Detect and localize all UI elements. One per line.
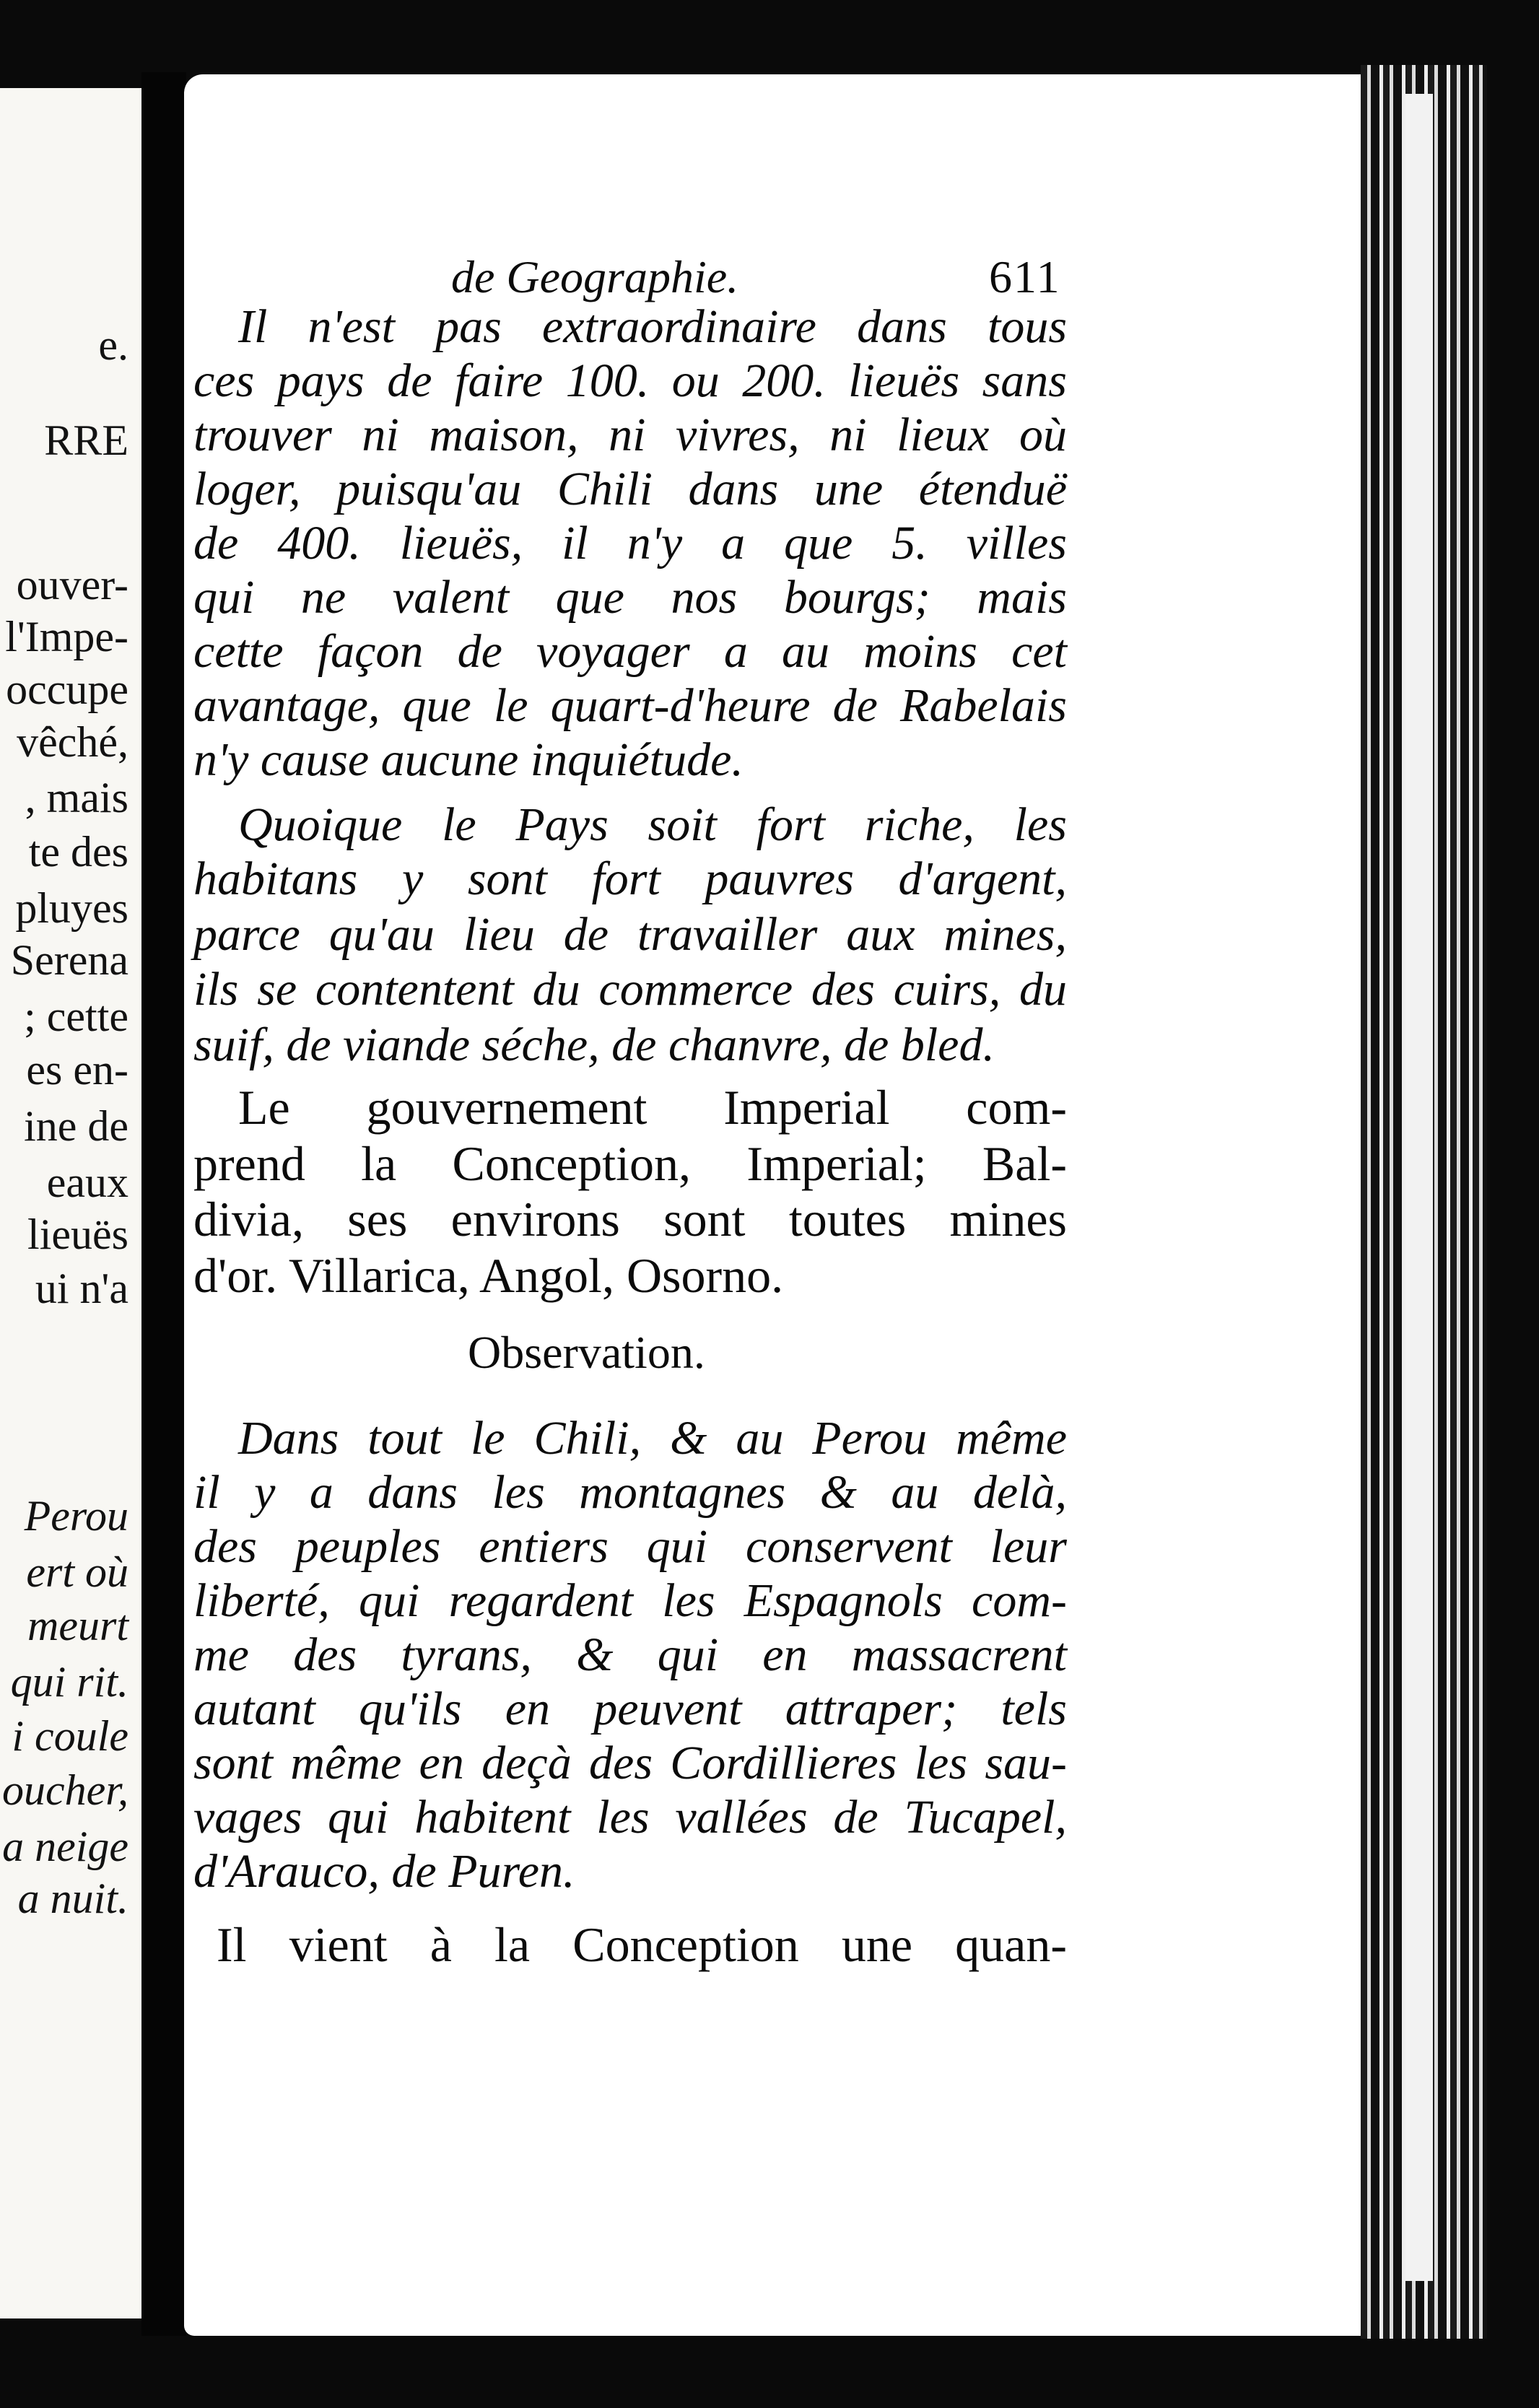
facing-page-line: e. xyxy=(98,321,128,369)
section-heading: Observation. xyxy=(468,1327,705,1378)
running-head: de Geographie. xyxy=(451,251,739,302)
facing-page-line: Perou xyxy=(24,1492,128,1540)
text-line: Il n'est pas extraordinaire dans tous xyxy=(238,300,1067,353)
facing-page-line: oucher, xyxy=(2,1766,128,1814)
text-line: n'y cause aucune inquiétude. xyxy=(193,733,744,786)
text-line: trouver ni maison, ni vivres, ni lieux où xyxy=(193,409,1067,461)
facing-page-line: te des xyxy=(28,828,128,876)
book-page xyxy=(184,74,1361,2336)
facing-page-line: ouver- xyxy=(16,561,128,608)
facing-page-line: vêché, xyxy=(17,718,128,766)
text-line: loger, puisqu'au Chili dans une étenduë xyxy=(193,463,1067,515)
text-line: autant qu'ils en peuvent attraper; tels xyxy=(193,1683,1067,1735)
text-line: d'or. Villarica, Angol, Osorno. xyxy=(193,1248,784,1303)
facing-page-line: meurt xyxy=(27,1602,128,1649)
facing-page-line: l'Impe- xyxy=(5,613,128,660)
facing-page xyxy=(0,88,141,2318)
text-line: d'Arauco, de Puren. xyxy=(193,1845,575,1898)
facing-page-line: ui n'a xyxy=(35,1265,128,1312)
facing-page-line: , mais xyxy=(25,774,128,821)
text-line: Il vient à la Conception une quan- xyxy=(217,1917,1067,1972)
facing-page-line: pluyes xyxy=(15,884,128,932)
facing-page-line: a nuit. xyxy=(17,1875,128,1922)
text-line: parce qu'au lieu de travailler aux mines, xyxy=(193,908,1067,961)
text-line: Quoique le Pays soit fort riche, les xyxy=(238,798,1067,851)
page-text xyxy=(184,74,1361,2336)
facing-page-line: ine de xyxy=(24,1102,128,1150)
page-edge-highlight xyxy=(1405,94,1433,2281)
text-line: Dans tout le Chili, & au Perou même xyxy=(238,1412,1067,1465)
facing-page-line: Serena xyxy=(10,936,128,984)
text-line: qui ne valent que nos bourgs; mais xyxy=(193,571,1067,624)
text-line: cette façon de voyager a au moins cet xyxy=(193,625,1067,678)
facing-page-line: occupe xyxy=(6,666,128,713)
text-line: vages qui habitent les vallées de Tucapel, xyxy=(193,1791,1067,1844)
facing-page-line: RRE xyxy=(44,416,128,464)
facing-page-line: a neige xyxy=(2,1823,128,1870)
page-number: 611 xyxy=(989,251,1061,302)
facing-page-line: ; cette xyxy=(24,993,128,1040)
facing-page-line: i coule xyxy=(12,1712,128,1760)
facing-page-line: eaux xyxy=(46,1159,128,1206)
text-line: me des tyrans, & qui en massacrent xyxy=(193,1628,1067,1681)
text-line: suif, de viande séche, de chanvre, de bled. xyxy=(193,1018,995,1071)
text-line: des peuples entiers qui conservent leur xyxy=(193,1520,1067,1573)
text-line: de 400. lieuës, il n'y a que 5. villes xyxy=(193,517,1067,570)
text-line: avantage, que le quart-d'heure de Rabelais xyxy=(193,679,1067,732)
facing-page-line: lieuës xyxy=(27,1210,128,1258)
text-line: liberté, qui regardent les Espagnols com- xyxy=(193,1574,1067,1627)
text-line: ils se contentent du commerce des cuirs, du xyxy=(193,963,1067,1016)
text-line: prend la Conception, Imperial; Bal- xyxy=(193,1136,1067,1191)
text-line: Le gouvernement Imperial com- xyxy=(238,1080,1067,1135)
book-gutter xyxy=(141,72,186,2336)
facing-page-line: es en- xyxy=(26,1046,128,1094)
facing-page-line: ert où xyxy=(26,1548,128,1596)
text-line: ces pays de faire 100. ou 200. lieuës sans xyxy=(193,354,1067,407)
text-line: sont même en deçà des Cordillieres les sau- xyxy=(193,1737,1067,1789)
facing-page-line: qui rit. xyxy=(10,1658,128,1706)
text-line: habitans y sont fort pauvres d'argent, xyxy=(193,852,1067,905)
page-edges xyxy=(1361,65,1487,2339)
text-line: il y a dans les montagnes & au delà, xyxy=(193,1466,1067,1519)
text-line: divia, ses environs sont toutes mines xyxy=(193,1192,1067,1247)
